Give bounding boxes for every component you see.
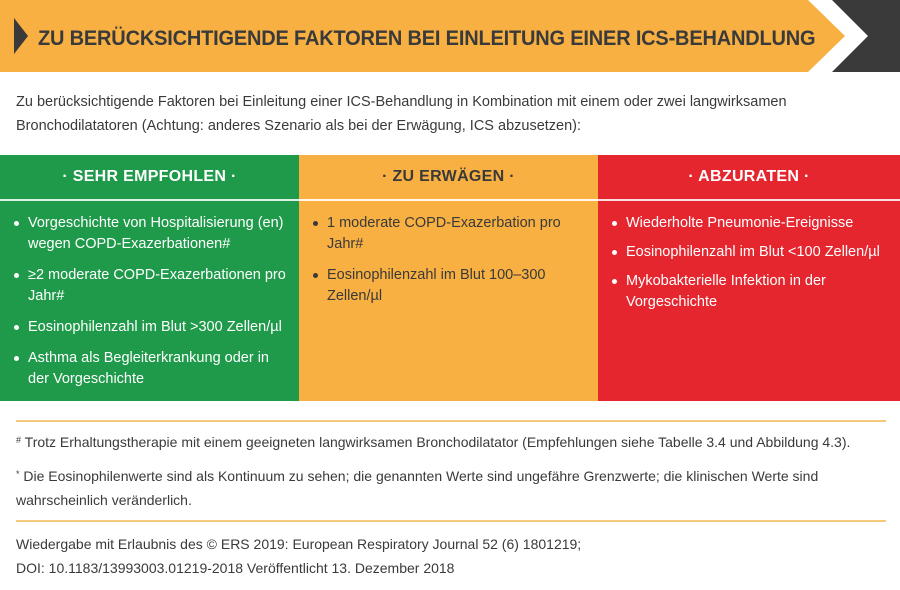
credit-line-2: DOI: 10.1183/13993003.01219-2018 Veröffentlicht 13. Dezember 2018 [16, 560, 455, 576]
footnote-hash [16, 430, 896, 454]
footnote-text: Die Eosinophilenwerte sind als Kontinuum zu sehen; die genannten Werte sind ungefähre Grenzwerte; die klinischen Werte sind [23, 468, 819, 484]
footnote-star [16, 464, 896, 512]
list-item: 1 moderate COPD-Exazerbation pro Jahr# [313, 213, 592, 255]
divider [16, 420, 886, 422]
footnote-marker: * [16, 469, 20, 479]
column-abzuraten [598, 155, 900, 401]
footnote-text: Trotz Erhaltungstherapie mit einem geeigneten langwirksamen Bronchodilatator (Empfehlungen siehe Tabelle 3.4 und Abbildung 4.3). [24, 434, 851, 450]
list-item: ≥2 moderate COPD-Exazerbationen pro Jahr# [14, 265, 293, 307]
column-heading: · ZU ERWÄGEN · [299, 155, 598, 201]
credit-line-1: Wiedergabe mit Erlaubnis des © ERS 2019: European Respiratory Journal 52 (6) 1801219; [16, 536, 582, 552]
footnote-text: wahrscheinlich veränderlich. [16, 492, 192, 508]
intro-line-1: Zu berücksichtigende Faktoren bei Einleitung einer ICS-Behandlung in Kombination mit einem oder zwei langwirksamen [16, 94, 787, 110]
factor-list [299, 201, 598, 307]
divider [16, 520, 886, 522]
intro-line-2: Bronchodilatatoren (Achtung: anderes Szenario als bei der Erwägung, ICS abzusetzen): [16, 118, 582, 134]
page-title: ZU BERÜCKSICHTIGENDE FAKTOREN BEI EINLEITUNG EINER ICS-BEHANDLUNG [38, 26, 816, 50]
column-sehr-empfohlen [0, 155, 299, 401]
column-heading: · ABZURATEN · [598, 155, 900, 201]
list-item: Asthma als Begleiterkrankung oder in der Vorgeschichte [14, 348, 293, 390]
title-banner [0, 0, 900, 72]
list-item: Mykobakterielle Infektion in der Vorgeschichte [612, 271, 894, 313]
intro-text [16, 90, 886, 138]
factor-list [598, 201, 900, 313]
list-item: Vorgeschichte von Hospitalisierung (en) wegen COPD-Exazerbationen# [14, 213, 293, 255]
column-heading: · SEHR EMPFOHLEN · [0, 155, 299, 201]
factor-list [0, 201, 299, 390]
list-item: Eosinophilenzahl im Blut 100–300 Zellen/µl [313, 265, 592, 307]
footnote-marker: # [16, 435, 22, 445]
list-item: Eosinophilenzahl im Blut <100 Zellen/µl [612, 242, 894, 263]
credit [16, 532, 896, 580]
list-item: Eosinophilenzahl im Blut >300 Zellen/µl [14, 317, 293, 338]
column-zu-erwaegen [299, 155, 598, 401]
recommendation-columns [0, 155, 900, 401]
list-item: Wiederholte Pneumonie-Ereignisse [612, 213, 894, 234]
